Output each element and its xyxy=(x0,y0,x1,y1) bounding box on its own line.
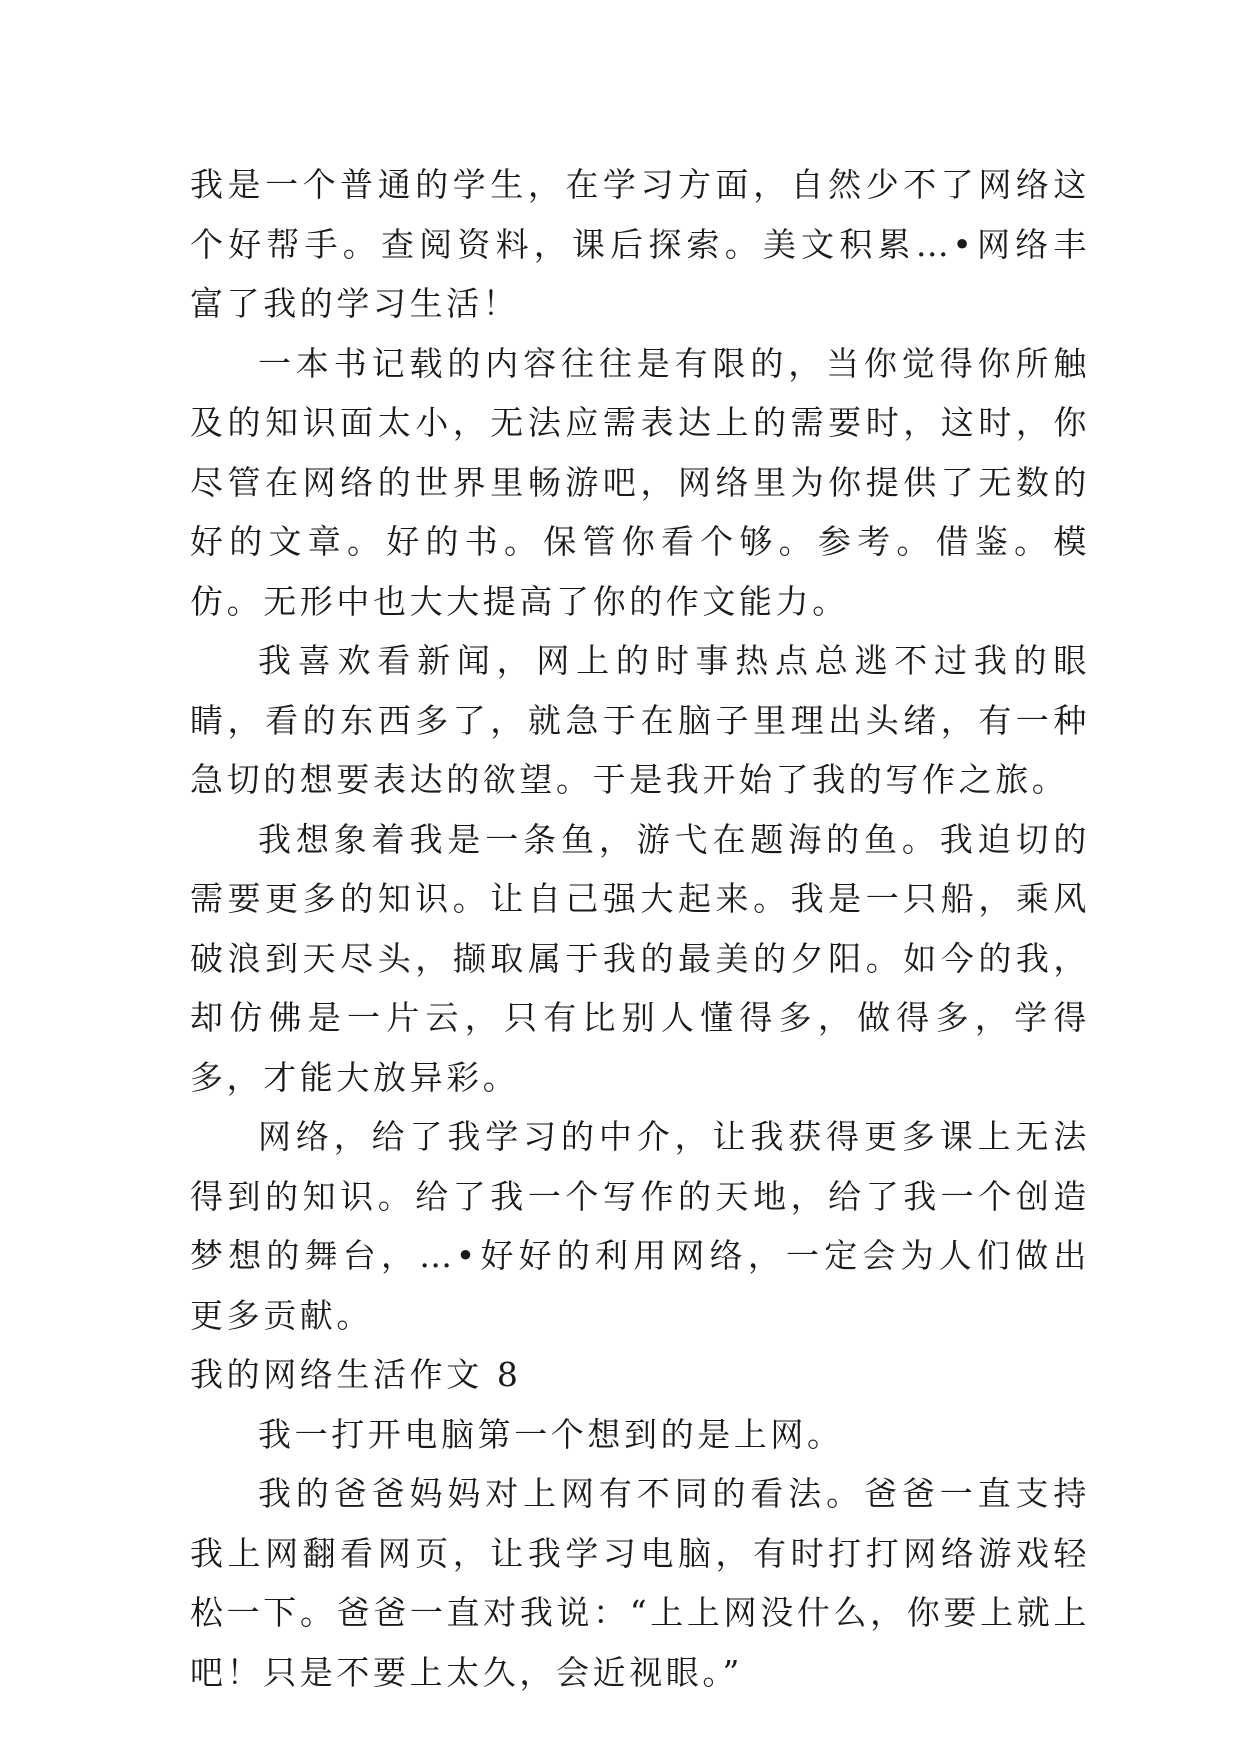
paragraph: 我喜欢看新闻，网上的时事热点总逃不过我的眼睛，看的东西多了，就急于在脑子里理出头绪，有一种急切的想要表达的欲望。于是我开始了我的写作之旅。 xyxy=(190,641,1090,799)
section-heading: 我的网络生活作文 8 xyxy=(190,1355,522,1394)
paragraph: 我一打开电脑第一个想到的是上网。 xyxy=(258,1414,844,1454)
paragraph: 网络，给了我学习的中介，让我获得更多课上无法得到的知识。给了我一个写作的天地，给了我一个创造梦想的舞台，…•好好的利用网络，一定会为人们做出更多贡献。 xyxy=(190,1117,1090,1335)
paragraph: 我的爸爸妈妈对上网有不同的看法。爸爸一直支持我上网翻看网页，让我学习电脑，有时打打网络游戏轻松一下。爸爸一直对我说：“上上网没什么，你要上就上吧！只是不要上太久，会近视眼。” xyxy=(190,1474,1090,1692)
paragraph: 我是一个普通的学生，在学习方面，自然少不了网络这个好帮手。查阅资料，课后探索。美文积累…•网络丰富了我的学习生活！ xyxy=(190,165,1090,323)
paragraph: 我想象着我是一条鱼，游弋在题海的鱼。我迫切的需要更多的知识。让自己强大起来。我是一只船，乘风破浪到天尽头，撷取属于我的最美的夕阳。如今的我，却仿佛是一片云，只有比别人懂得多，做得多，学得多，才能大放异彩。 xyxy=(190,819,1090,1097)
paragraph: 一本书记载的内容往往是有限的，当你觉得你所触及的知识面太小，无法应需表达上的需要时，这时，你尽管在网络的世界里畅游吧，网络里为你提供了无数的好的文章。好的书。保管你看个够。参考。借鉴。模仿。无形中也大大提高了你的作文能力。 xyxy=(190,343,1090,621)
document-body xyxy=(190,155,1090,1702)
